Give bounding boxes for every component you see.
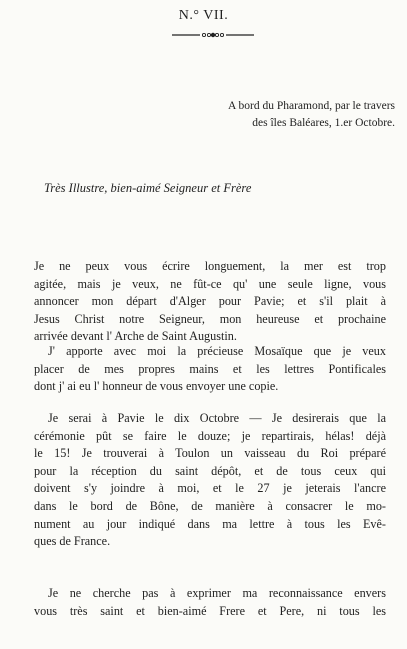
text-line: agitée, mais je veux, ne fût-ce qu' une seule ligne, vous xyxy=(34,276,386,291)
paragraph-4 xyxy=(34,585,386,620)
text-line: cérémonie pût se faire le douze; je repartirais, hélas! déjà xyxy=(34,428,386,443)
paragraph-2 xyxy=(34,343,386,396)
ornament-divider xyxy=(172,31,254,39)
text-line: dans le bord de Bône, de manière à consacrer le mo- xyxy=(34,498,386,513)
text-line: ques de France. xyxy=(34,534,111,549)
text-line: nument au jour indiqué dans ma lettre à tous les Evê- xyxy=(34,516,386,531)
text-line: dont j' ai eu l' honneur de vous envoyer une copie. xyxy=(34,379,279,394)
text-line: vous très saint et bien-aimé Frere et Pere, ni tous les xyxy=(34,603,386,618)
text-line: J' apporte avec moi la précieuse Mosaïque que je veux xyxy=(48,344,386,358)
text-line: annoncer mon départ d'Alger pour Pavie; et s'il plait à xyxy=(34,294,386,309)
text-line: Je ne peux vous écrire longuement, la mer est trop xyxy=(34,259,386,273)
text-line: pour la réception du saint dépôt, et de tous ceux qui xyxy=(34,463,386,478)
text-line: Je serai à Pavie le dix Octobre — Je desirerais que la xyxy=(48,411,386,425)
text-line: Jesus Christ notre Seigneur, mon heureuse et prochaine xyxy=(34,311,386,326)
paragraph-3 xyxy=(34,410,386,551)
letter-number: N.° VII. xyxy=(178,8,229,23)
paragraph-1 xyxy=(34,258,386,346)
text-line: le 15! Je trouverai à Toulon un vaisseau du Roi préparé xyxy=(34,446,386,461)
text-line: arrivée devant l' Arche de Saint Augustin. xyxy=(34,329,237,344)
dateline-location: A bord du Pharamond, par le travers xyxy=(227,100,395,112)
text-line: Je ne cherche pas à exprimer ma reconnaissance envers xyxy=(48,586,386,600)
text-line: placer de mes propres mains et les lettres Pontificales xyxy=(34,361,386,376)
text-line: doivent s'y joindre à moi, et le 27 je jeterais l'ancre xyxy=(34,481,386,496)
dateline-date: des îles Baléares, 1.er Octobre. xyxy=(252,117,395,129)
salutation: Très Illustre, bien-aimé Seigneur et Frère xyxy=(44,181,252,195)
